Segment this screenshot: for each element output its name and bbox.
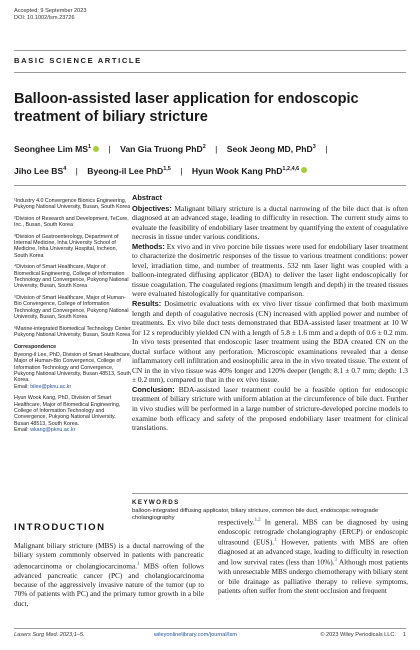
author-name[interactable]: Van Gia Truong PhD$^2$ (120, 143, 206, 154)
author-separator: | (75, 165, 78, 176)
citation-link[interactable]: 1,2 (254, 518, 261, 523)
correspondence-label: Correspondence (14, 344, 57, 351)
email-label: Email: (14, 383, 31, 390)
keywords-divider (132, 493, 408, 494)
correspondence-entry (14, 352, 132, 390)
author-name[interactable]: Jiho Lee $BS^4$ (14, 165, 67, 176)
abstract-heading: Abstract (132, 193, 162, 202)
author-name[interactable]: Seonghee Lim $MS^1$ (14, 143, 92, 154)
copyright: © 2023 Wiley Periodicals LLC. (320, 632, 396, 638)
citation-link[interactable]: 1 (274, 538, 277, 544)
footer-divider (14, 628, 406, 629)
abstract-conclusion: Conclusion: BDA-assisted laser treatment could be a feasible option for endoscopic treatment of biliary stricture with uniform ablation at the circumference of bile duct. Further in vivo studies will be performed in a large number of stricture-developed porcine models to examine both efficacy and safety of the proposed endobiliary laser treatment for clinical translations. (132, 384, 408, 433)
affiliation: ³Division of Gastroenterology, Department of Internal Medicine, Inha University School of Medicine, Inha University Hospital, Incheon, South Korea (14, 233, 119, 259)
email-label: Email: (14, 427, 31, 434)
author-name[interactable]: Byeong-il Lee PhD$^{1,5}$ (87, 165, 171, 176)
intro-column-left (14, 541, 204, 608)
abstract (132, 193, 408, 433)
author-divider (14, 185, 406, 186)
paragraph: Malignant biliary stricture (MBS) is a ductal narrowing of the biliary system commonly observed in patients with pancreatic adenocarcinoma or cholangiocarcinoma.$^1$ MBS often follows advanced pancreatic cancer (PC) and cholangiocarcinoma because of the aggressively invasive nature of the tumor (up to 70% of patients with PC) and the primary tumor growth in a bile duct, (14, 541, 204, 608)
abstract-objectives: Objectives: Malignant biliary stricture is a ductal narrowing of the bile duct that is often diagnosed at an advanced stage, leading to difficulty in resection. The current study aims to evaluate the feasibility of endobiliary laser treatment by quantifying the extent of coagulative necrosis in tissue under various conditions. (132, 203, 408, 242)
journal-citation: Lasers Surg Med. 2023;1–5. (14, 632, 85, 638)
paragraph: respectively.$^{1,2}$ In general, MBS can be diagnosed by using endoscopic retrograde cholangiography (ERCP) or endoscopic ultrasound (EUS).$^1$ However, patients with MBS are often diagnosed at an advanced stage, leading to difficulty in resection and low survival rates (less than 10%).$^3$ Although most patients with unresectable MBS undergo chemotherapy with biliary stent or bile drainage as palliative therapy to relieve symptoms, patients often suffer from the stent occlusion and frequent (218, 517, 408, 596)
intro-column-right (218, 516, 408, 596)
orcid-icon[interactable] (301, 167, 307, 173)
header-divider (14, 50, 406, 51)
abstract-results: Results: Dosimetric evaluations with ex vivo liver tissue confirmed that both maximum length and depth of coagulative necrosis (CN) increased with applied power and number of treatments. Ex vivo bile duct tests demonstrated that BDA-assisted laser treatment at 10 W for 12 s reproducibly yielded CN with a length of 5.8 ± 1.6 mm and a depth of 0.6 ± 0.2 mm. In vivo tests presented that endoscopic laser treatment using the BDA created CN on the ductal surface without any perforation. Microscopic examinations revealed that a dense inflammatory cell infiltration and eosinophilic area in the in vivo treated tissue. The extent of CN in the in vivo tissue was 40% longer and 120% deeper (length: 8.1 ± 0.7 mm; depth: 1.3 ± 0.2 mm), compared to that in the ex vivo tissue. (132, 299, 408, 385)
abstract-methods: Methods: Ex vivo and in vivo porcine bile tissues were used for endobiliary laser treatment to characterize the dosimetric responses of the tissue to various treatment conditions: power level, irradiation time, and number of treatments. 532 nm laser light was coupled with a balloon-integrated diffusing applicator (BDA) to deliver the laser light endoscopically for tissue coagulation. The coagulated regions (maximum length and depth) in the treated tissues were evaluated histologically for quantitative comparison. (132, 241, 408, 299)
affiliation: ⁴Division of Smart Healthcare, Major of Biomedical Engineering, College of Information Technology and Convergence, Pukyong National University, Busan, South Korea (14, 264, 129, 290)
article-title: Balloon-assisted laser application for endoscopic treatment of biliary stricture (14, 91, 359, 125)
correspondence-address: Byeong-il Lee, PhD, Division of Smart Healthcare, Major of Human-Bio Convergence, College of Information Technology and Convergence, Pukyong National University, Busan 48513, South Korea. (14, 351, 132, 384)
accepted-date: Accepted: 9 September 2023 (14, 8, 87, 14)
page-number: 1 (402, 632, 406, 638)
affiliation: ²Division of Research and Development, TeCure, Inc., Busan, South Korea (14, 215, 129, 229)
citation-link[interactable]: 3 (334, 558, 337, 564)
author-name[interactable]: Hyun Wook Kang PhD$^{1,2,4,6}$ (191, 165, 300, 176)
article-meta (14, 8, 86, 23)
author-row (14, 137, 410, 159)
correspondence-address: Hyun Wook Kang, PhD, Division of Smart Healthcare, Major of Biomedical Engineering, College of Information Technology and Convergence, Pukyong National University, Busan 48513, South Korea. (14, 395, 121, 427)
email-link[interactable]: bilee@pknu.ac.kr (30, 383, 72, 390)
doi[interactable]: DOI: 10.1002/lsm.23726 (14, 15, 75, 22)
introduction-heading: INTRODUCTION (14, 522, 106, 533)
author-separator: | (325, 143, 328, 154)
author-separator: | (180, 165, 183, 176)
journal-url[interactable]: wileyonlinelibrary.com/journal/lsm (154, 632, 237, 638)
keywords-heading: KEYWORDS (132, 499, 180, 506)
affiliations-column (14, 198, 132, 439)
correspondence-entry (14, 395, 132, 433)
affiliation: ⁶Marine-integrated Biomedical Technology Center, Pukyong National University, Busan, South Korea (14, 325, 132, 338)
author-separator: | (108, 143, 111, 154)
keywords-list: balloon-integrated diffusing applicator, biliary stricture, common bile duct, endoscopic retrograde cholangiography (132, 508, 379, 521)
orcid-icon[interactable] (93, 146, 99, 152)
author-name[interactable]: Seok Jeong MD, PhD$^3$ (226, 143, 316, 154)
author-separator: | (215, 143, 218, 154)
citation-link[interactable]: 1 (137, 561, 140, 567)
section-label: BASIC SCIENCE ARTICLE (14, 56, 142, 65)
affiliation: ¹Industry 4.0 Convergence Bionics Engineering, Pukyong National University, Busan, South Korea (14, 198, 131, 211)
author-row (14, 159, 410, 181)
section-divider (14, 72, 406, 73)
email-link[interactable]: wkang@pknu.ac.kr (30, 427, 76, 434)
author-list (14, 137, 410, 181)
affiliation: ⁵Division of Smart Healthcare, Major of Human-Bio Convergence, College of Information Technology and Convergence, Pukyong National University, Busan, South Korea (14, 294, 129, 321)
